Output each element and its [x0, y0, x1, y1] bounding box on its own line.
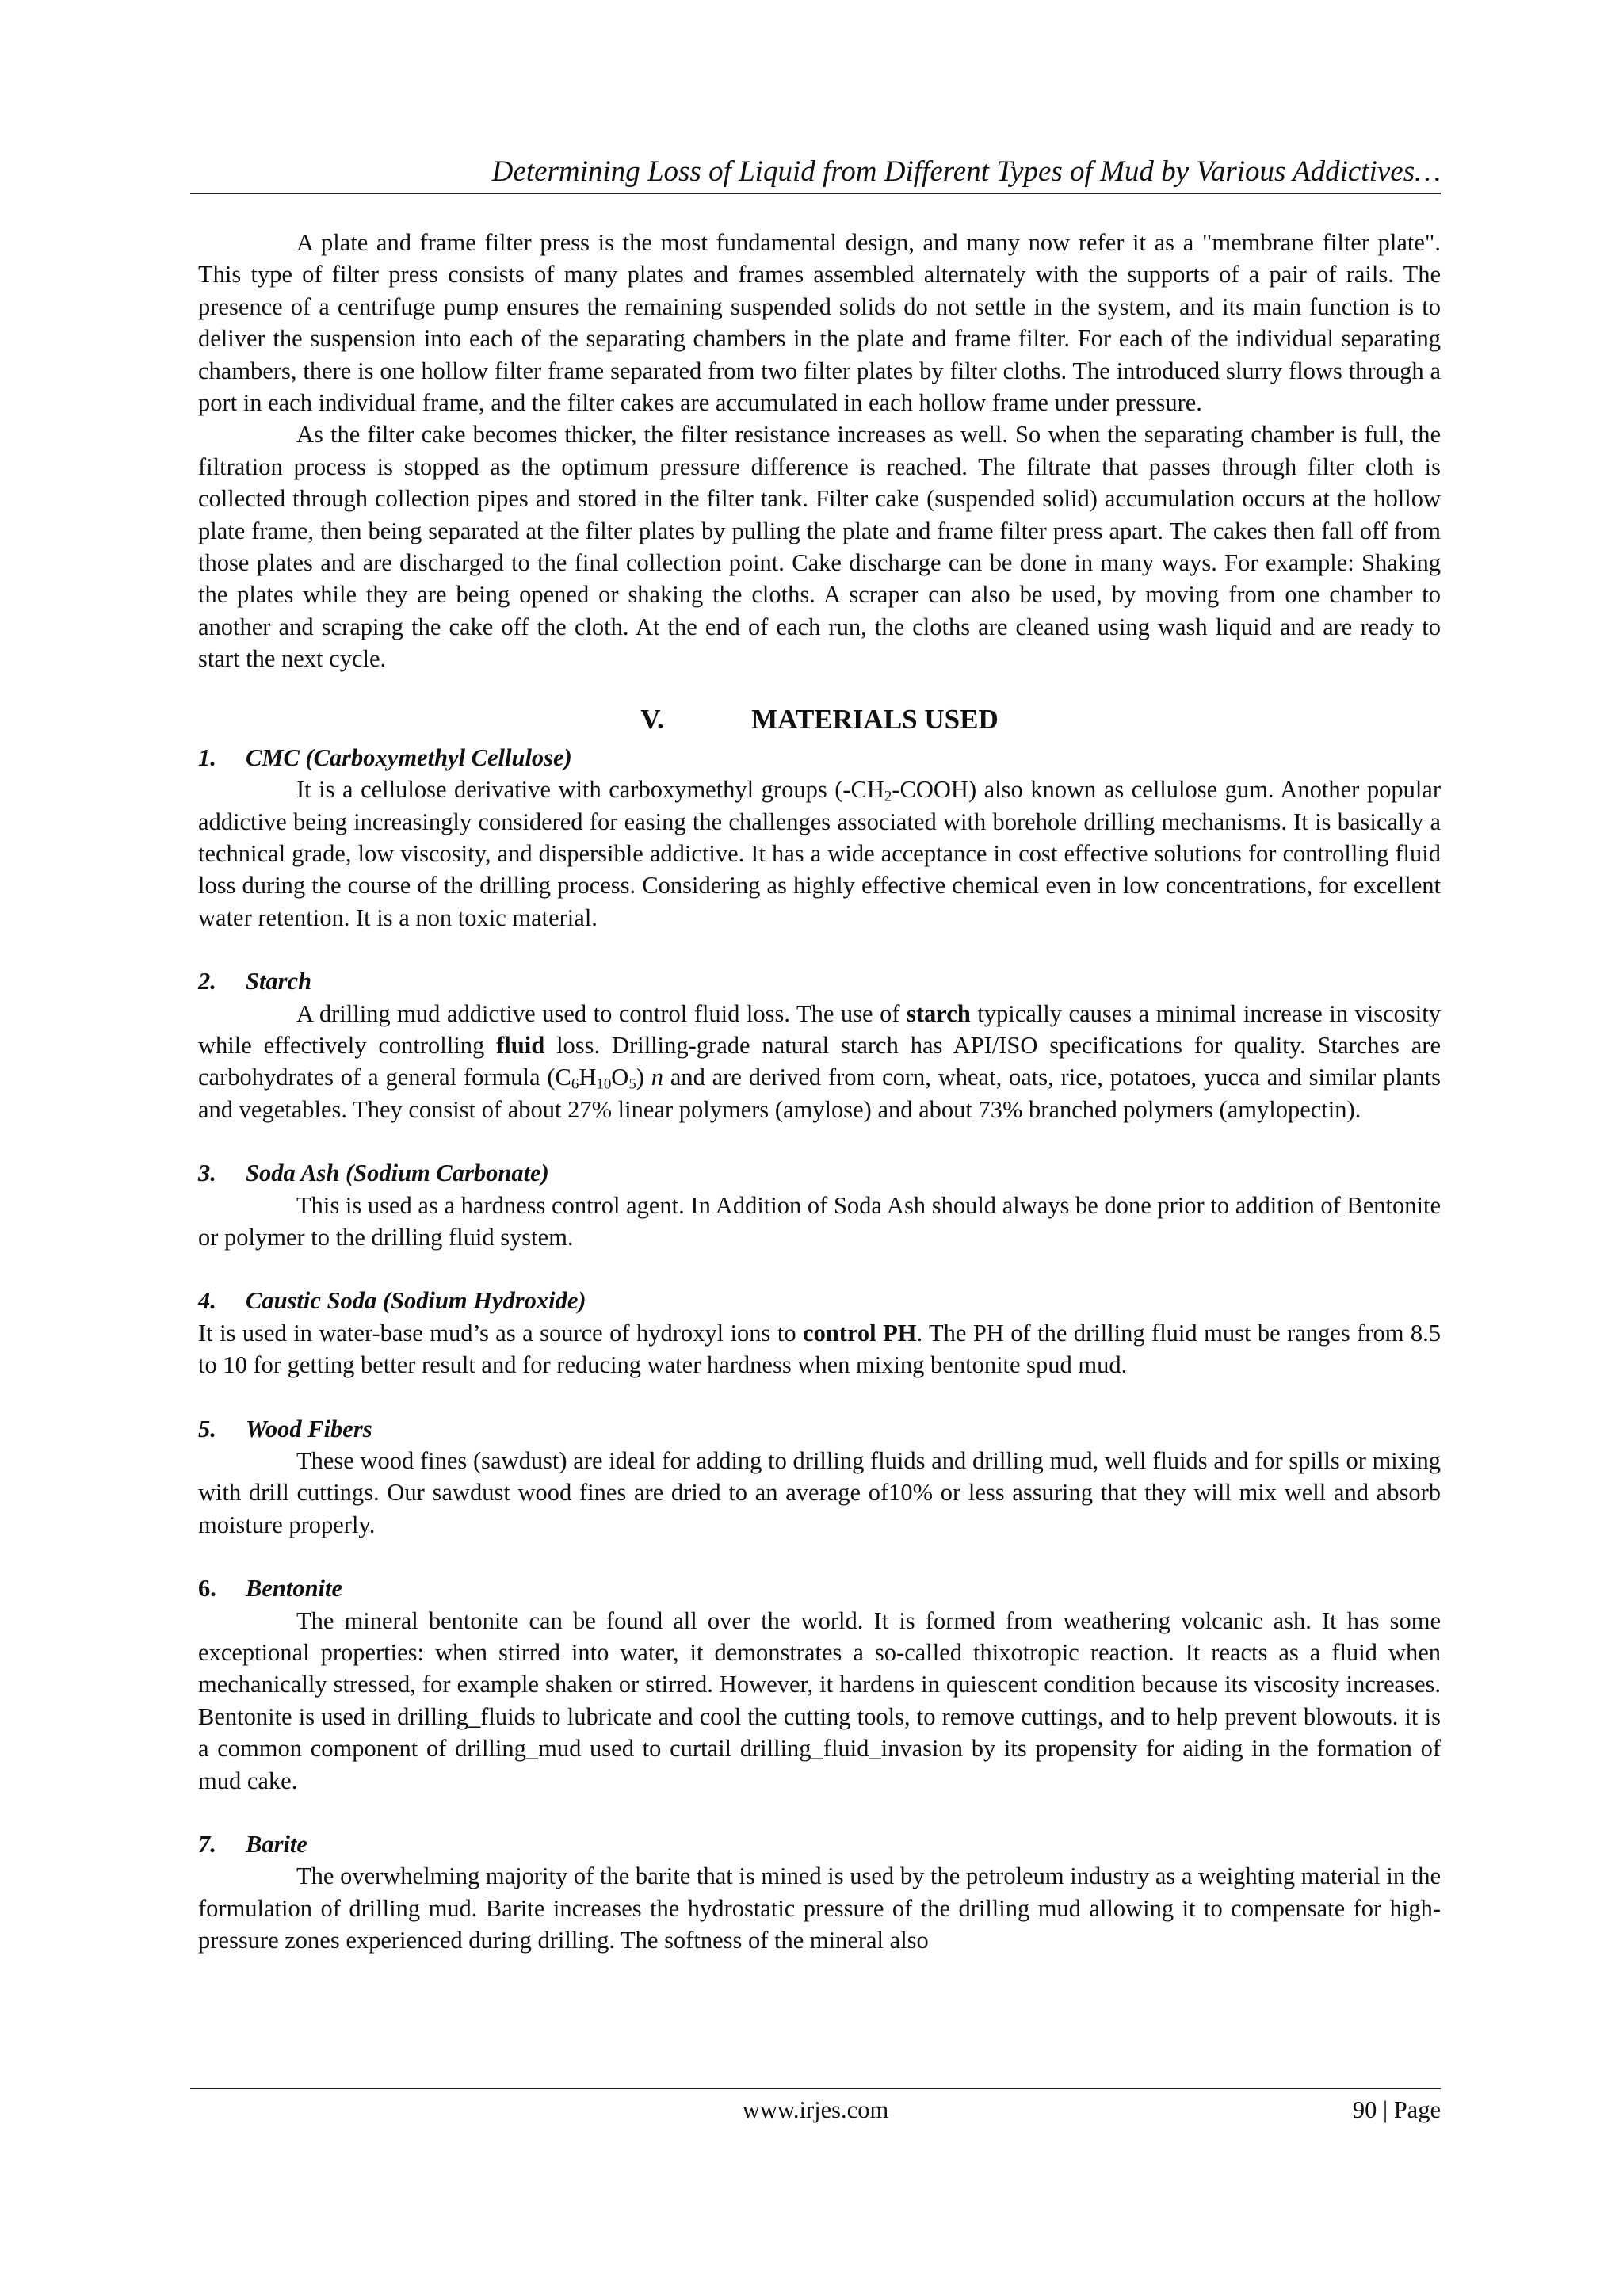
section-heading: [198, 701, 1441, 739]
page-number: 90 | Page: [1352, 2096, 1441, 2123]
body-text: [198, 227, 1441, 1957]
header-rule: [190, 193, 1441, 194]
item-number: 4.: [198, 1287, 216, 1315]
item-heading-caustic-soda: [198, 1285, 1441, 1316]
item-number: 3.: [198, 1159, 216, 1187]
item-number: 7.: [198, 1831, 216, 1859]
item-title: Starch: [246, 968, 312, 995]
item-title: Caustic Soda (Sodium Hydroxide): [246, 1287, 586, 1315]
intro-paragraph-2: As the filter cake becomes thicker, the filter resistance increases as well. So when the separating chamber is full, the filtration process is stopped as the optimum pressure difference is reached. The filtrate that passes through filter cloth is collected through collection pipes and stored in the filter tank. Filter cake (suspended solid) accumulation occurs at the hollow plate frame, then being separated at the filter plates by pulling the plate and frame filter press apart. The cakes then fall off from those plates and are discharged to the final collection point. Cake discharge can be done in many ways. For example: Shaking the plates while they are being opened or shaking the cloths. A scraper can also be used, by moving from one chamber to another and scraping the cake off the cloth. At the end of each run, the cloths are cleaned using wash liquid and are ready to start the next cycle.: [198, 421, 1441, 673]
item-number: 6.: [198, 1575, 216, 1603]
item-number: 5.: [198, 1415, 216, 1442]
item-title: Bentonite: [246, 1575, 343, 1603]
footer-website: www.irjes.com: [742, 2096, 889, 2123]
page-footer: [190, 2092, 1441, 2127]
wood-fibers-paragraph: These wood fines (sawdust) are ideal for adding to drilling fluids and drilling mud, well fluids and for spills or mixing with drill cuttings. Our sawdust wood fines are dried to an average of10% or less assuring that they will mix well and absorb moisture properly.: [198, 1447, 1441, 1538]
starch-paragraph: A drilling mud addictive used to control fluid loss. The use of starch typically causes a minimal increase in viscosity while effectively controlling fluid loss. Drilling-grade natural starch has API/ISO specifications for quality. Starches are carbohydrates of a general formula $(C_6H_{10}O_5)$ n and are derived from corn, wheat, oats, rice, potatoes, yucca and similar plants and vegetables. They consist of about 27% linear polymers (amylose) and about 73% branched polymers (amylopectin).: [198, 999, 1442, 1123]
item-title: Barite: [246, 1831, 307, 1859]
item-heading-starch: [198, 965, 1441, 997]
item-heading-soda-ash: [198, 1157, 1441, 1189]
barite-paragraph: The overwhelming majority of the barite that is mined is used by the petroleum industry as a weighting material in the formulation of drilling mud. Barite increases the hydrostatic pressure of the drilling mud allowing it to compensate for high-pressure zones experienced during drilling. The softness of the mineral also: [198, 1862, 1441, 1954]
item-number: 1.: [198, 743, 216, 771]
section-number: V.: [640, 703, 664, 735]
item-title: Soda Ash (Sodium Carbonate): [246, 1159, 549, 1187]
bentonite-paragraph: The mineral bentonite can be found all over the world. It is formed from weathering volcanic ash. It has some exceptional properties: when stirred into water, it demonstrates a so-called thixotropic reaction. It reacts as a fluid when mechanically stressed, for example shaken or stirred. However, it hardens in quiescent condition because its viscosity increases. Bentonite is used in drilling_fluids to lubricate and cool the cutting tools, to remove cuttings, and to help prevent blowouts. it is a common component of drilling_mud used to curtail drilling_fluid_invasion by its propensity for aiding in the formation of mud cake.: [198, 1606, 1441, 1794]
item-heading-bentonite: [198, 1572, 1441, 1604]
cmc-paragraph: It is a cellulose derivative with carboxymethyl groups $(-CH_2-COOH)$ also known as cellulose gum. Another popular addictive being increasingly considered for easing the challenges associated with borehole drilling mechanisms. It is basically a technical grade, low viscosity, and dispersible addictive. It has a wide acceptance in cost effective solutions for controlling fluid loss during the course of the drilling process. Considering as highly effective chemical even in low concentrations, for excellent water retention. It is a non toxic material.: [198, 776, 1441, 931]
intro-paragraph-1: A plate and frame filter press is the most fundamental design, and many now refer it as a "membrane filter plate". This type of filter press consists of many plates and frames assembled alternately with the supports of a pair of rails. The presence of a centrifuge pump ensures the remaining suspended solids do not settle in the system, and its main function is to deliver the suspension into each of the separating chambers in the plate and frame filter. For each of the individual separating chambers, there is one hollow filter frame separated from two filter plates by filter cloths. The introduced slurry flows through a port in each individual frame, and the filter cakes are accumulated in each hollow frame under pressure.: [198, 229, 1441, 417]
item-number: 2.: [198, 968, 216, 995]
running-header: Determining Loss of Liquid from Different Types of Mud by Various Addictives…: [491, 155, 1441, 188]
caustic-soda-paragraph: It is used in water-base mud’s as a source of hydroxyl ions to control PH. The PH of the drilling fluid must be ranges from 8.5 to 10 for getting better result and for reducing water hardness when mixing bentonite spud mud.: [198, 1319, 1441, 1379]
item-heading-barite: [198, 1828, 1441, 1860]
footer-rule: [190, 2088, 1441, 2089]
item-heading-cmc: [198, 742, 1441, 774]
soda-ash-paragraph: This is used as a hardness control agent. In Addition of Soda Ash should always be done prior to addition of Bentonite or polymer to the drilling fluid system.: [198, 1191, 1441, 1251]
item-title: CMC (Carboxymethyl Cellulose): [246, 743, 572, 771]
item-title: Wood Fibers: [246, 1415, 372, 1442]
section-title: MATERIALS USED: [751, 703, 999, 735]
item-heading-wood-fibers: [198, 1413, 1441, 1445]
